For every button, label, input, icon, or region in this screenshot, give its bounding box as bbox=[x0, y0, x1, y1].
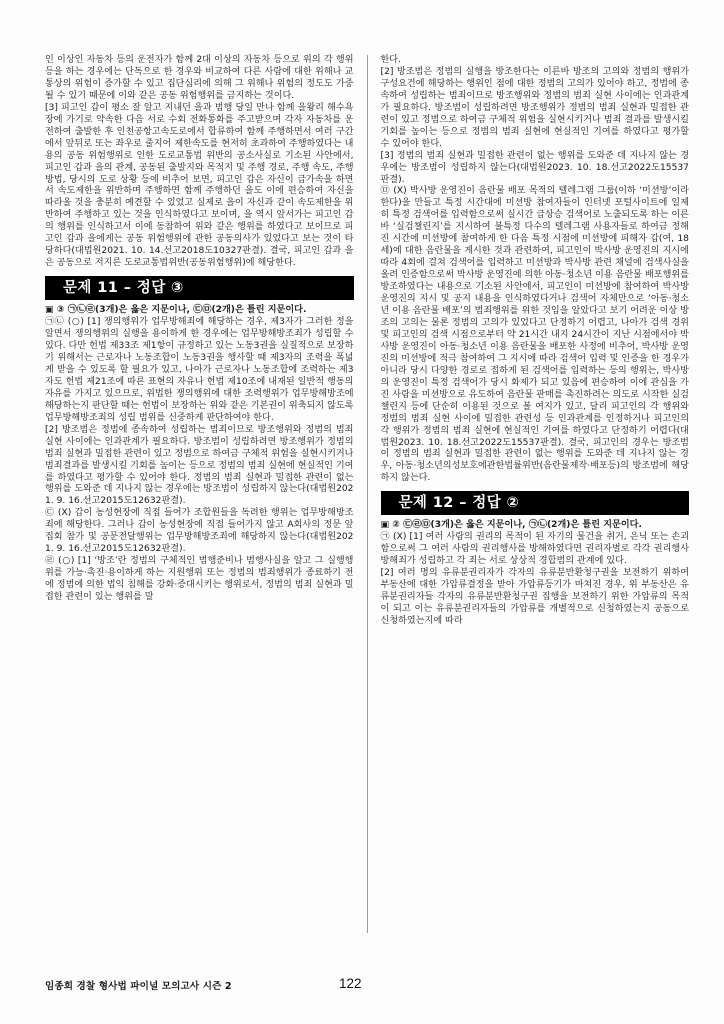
left-column bbox=[45, 55, 363, 945]
paragraph-block: [3] 정범의 범죄 실현과 밀접한 관련이 없는 행위를 도와준 데 지나지 않는 경우에는 방조범이 성립하지 않는다(대법원2023. 10. 18.선고2022도15537판결). bbox=[380, 150, 689, 185]
paragraph-block: 한다. bbox=[380, 55, 402, 65]
answer-summary-line: ▣ ③ ㉠㉡㉣(3개)은 옳은 지문이나, ㉢㉤(2개)은 틀린 지문이다. bbox=[45, 305, 307, 316]
footer-page-number: 122 bbox=[339, 976, 362, 991]
two-column-layout bbox=[45, 55, 689, 945]
paragraph-block: 인 이상인 자동차 등의 운전자가 함께 2대 이상의 자동차 등으로 위의 각 행위 등을 하는 경우에는 단독으로 한 경우와 비교하여 다른 사람에 대한 위해나 교통상의 위험이 증가할 수 있고 집단심리에 의해 그 위해나 위험의 정도도 가중될 수 있기 때문에 이와 같은 공동 위험행위를 금지하는 것이다. bbox=[45, 55, 354, 101]
paragraph-block: ㉠ (X) [1] 여러 사람의 권리의 목적이 된 자기의 물건을 취거, 은닉 또는 손괴함으로써 그 여러 사람의 권리행사를 방해하였다면 권리자별로 각각 권리행사방해죄가 성립하고 각 죄는 서로 상상적 경합범의 관계에 있다. bbox=[380, 532, 689, 567]
column-divider-rule bbox=[367, 55, 368, 933]
section-header-problem-11: 문제 11 – 정답 ③ bbox=[45, 276, 354, 300]
paragraph-block: ㉤ (X) 박사방 운영진이 음란물 배포 목적의 텔레그램 그룹(이하 ‘미션방’이라 한다)을 만들고 특정 시간대에 미션방 참여자들이 인터넷 포털사이트에 일제히 특정 검색어를 입력함으로써 실시간 급상승 검색어로 노출되도록 하는 이른바 ‘실검챌린지’를 지시하여 불특정 다수의 텔레그램 사용자들로 하여금 정해진 시간에 미션방에 참여하게 한 다음 특정 시점에 미션방에 피해자 갑(여, 18세)에 대한 음란물을 게시한 것과 관련하여, 피고인이 박사방 운영진의 지시에 따라 4회에 걸쳐 검색어를 입력하고 미션방과 박사방 관련 채널에 검색사실을 올려 인증함으로써 박사방 운영진에 의한 아동·청소년 이용 음란물 배포행위를 방조하였다는 내용으로 기소된 사안에서, 피고인이 미션방에 참여하여 박사방 운영진의 지시 및 공지 내용을 인식하였다거나 검색어 자체만으로 ‘아동·청소년 이용 음란물 배포’의 범죄행위를 위한 것임을 알았다고 보기 어려운 이상 방조의 고의는 물론 정범의 고의가 있었다고 단정하기 어렵고, 나아가 검색 경위 및 피고인의 검색 시점으로부터 약 21시간 내지 24시간이 지난 시점에서야 박사방 운영진이 아동·청소년 이용 음란물을 배포한 사정에 비추어, 박사방 운영진의 미션방에 적극 참여하여 그 지시에 따라 검색어 입력 및 인증을 한 경우가 아니라 당시 다양한 경로로 접하게 된 검색어를 입력하는 등의 행위는, 박사방의 운영진이 특정 검색어가 당시 화제가 되고 있음에 편승하여 이에 관심을 가진 사람을 미션방으로 유도하여 음란물 판매를 촉진하려는 의도로 시작한 실검챌린지 등에 단순히 이용된 것으로 볼 여지가 있고, 달리 피고인의 각 행위와 정범의 범죄 실현 사이에 밀접한 관련성 등 인과관계를 인정하거나 피고인의 각 행위가 정범의 범죄 실현에 현실적인 기여를 하였다고 단정하기 어렵다(대법원2023. 10. 18.선고2022도15537판결). 결국, 피고인의 경우는 방조범이 정범의 범죄 실현과 밀접한 관련이 없는 행위를 도와준 데 지나지 않는 경우, 아동·청소년의성보호에관한법률위반(음란물제작·배포등)의 방조범에 해당하지 않는다. bbox=[380, 186, 689, 484]
paragraph-block: [2] 여러 명의 유류분권리자가 각자의 유류분반환청구권을 보전하기 위하여 부동산에 대한 가압류결정을 받아 가압류등기가 마쳐진 경우, 위 부동산은 유류분권리자들 각자의 유류분반환청구권 집행을 보전하기 위한 가압류의 목적이 되고 이는 유류분권리자들의 가압류를 개별적으로 신청하였는지 공동으로 신청하였는지에 따라 bbox=[380, 568, 689, 626]
paragraph-block: ㉢ (X) 갑이 농성현장에 직접 들어가 조합원들을 독려한 행위는 업무방해방조죄에 해당한다. 그러나 갑이 농성현장에 직접 들어가지 않고 A회사의 정문 앞 집회 참가 및 공문전달행위는 업무방해방조죄에 해당하지 않는다(대법원2021. 9. 16.선고2015도12632판결). bbox=[45, 508, 354, 555]
answer-summary-line: ▣ ② ㉢㉣㉤(3개)은 옳은 지문이나, ㉠㉡(2개)은 틀린 지문이다. bbox=[380, 520, 642, 531]
page-footer bbox=[45, 978, 689, 996]
footer-book-title: 임종희 경찰 형사법 파이널 모의고사 시즌 2 bbox=[45, 981, 232, 992]
paragraph-block: [3] 피고인 갑이 평소 잘 알고 지내던 을과 범행 당일 만나 함께 을왕리 해수욕장에 가기로 약속한 다음 서로 수회 전화통화를 주고받으며 각자 자동차를 운전하여 출발한 후 인천공항고속도로에서 합류하여 함께 주행하면서 여러 구간에서 앞뒤로 또는 좌우로 줄지어 제한속도를 현저히 초과하여 주행하였다는 내용의 공동 위험행위로 인한 도로교통법 위반의 공소사실로 기소된 사안에서, 피고인 갑과 을의 관계, 공동된 출발지와 목적지 및 주행 경로, 주행 속도, 주행 방법, 당시의 도로 상황 등에 비추어 보면, 피고인 갑은 자신이 급가속을 하면서 속도제한을 위반하며 주행하면 함께 주행하던 을도 이에 편승하여 자신을 따라올 것을 충분히 예견할 수 있었고 실제로 을이 자신과 같이 속도제한을 위반하여 주행하고 있는 것을 인식하였다고 보이며, 을 역시 앞서가는 피고인 갑의 행위를 인식하고서 이에 동참하여 위와 같은 행위를 하였다고 보이므로 피고인 갑과 을에게는 공동 위험행위에 관한 공동의사가 있었다고 보는 것이 타당하다(대법원2021. 10. 14.선고2018도10327판결). 결국, 피고인 갑과 을은 공동으로 저지른 도로교통법위반(공동위험행위)에 해당한다. bbox=[45, 102, 354, 269]
paragraph-block: [2] 방조범은 정범의 실행을 방조한다는 이른바 방조의 고의와 정범의 행위가 구성요건에 해당하는 행위인 점에 대한 정범의 고의가 있어야 하고, 정범에 종속하여 성립하는 범죄이므로 방조행위와 정범의 범죄 실현 사이에는 인과관계가 필요하다. 방조범이 성립하려면 방조행위가 정범의 범죄 실현과 밀접한 관련이 있고 정범으로 하여금 구체적 위험을 실현시키거나 범죄 결과를 발생시킬 기회를 높이는 등으로 정범의 범죄 실현에 현실적인 기여를 하였다고 평가할 수 있어야 한다. bbox=[380, 66, 689, 149]
paragraph-block: ㉠㉡ (○) [1] 쟁의행위가 업무방해죄에 해당하는 경우, 제3자가 그러한 정을 알면서 쟁의행위의 실행을 용이하게 한 경우에는 업무방해방조죄가 성립할 수 있다. 다만 헌법 제33조 제1항이 규정하고 있는 노동3권을 실질적으로 보장하기 위해서는 근로자나 노동조합이 노동3권을 행사할 때 제3자의 조력을 폭넓게 받을 수 있도록 할 필요가 있고, 나아가 근로자나 노동조합에 조력하는 제3자도 헌법 제21조에 따른 표현의 자유나 헌법 제10조에 내재된 일반적 행동의 자유를 가지고 있으므로, 위법한 쟁의행위에 대한 조력행위가 업무방해방조에 해당하는지 판단할 때는 헌법이 보장하는 위와 같은 기본권이 위축되지 않도록 업무방해방조죄의 성립 범위를 신중하게 판단하여야 한다. bbox=[45, 317, 354, 423]
right-column bbox=[372, 55, 690, 945]
section-header-problem-12: 문제 12 – 정답 ② bbox=[381, 491, 690, 515]
paragraph-block: ㉣ (○) [1] ‘방조’란 정범의 구체적인 범행준비나 범행사실을 알고 그 실행행위를 가능·촉진·용이하게 하는 지원행위 또는 정범의 범죄행위가 종료하기 전에 정범에 의한 법익 침해를 강화·증대시키는 행위로서, 정범의 범죄 실현과 밀접한 관련이 있는 행위를 말 bbox=[45, 556, 354, 603]
page-content-area bbox=[45, 55, 689, 945]
paragraph-block: [2] 방조범은 정범에 종속하여 성립하는 범죄이므로 방조행위와 정범의 범죄 실현 사이에는 인과관계가 필요하다. 방조범이 성립하려면 방조행위가 정범의 범죄 실현과 밀접한 관련이 있고 정범으로 하여금 구체적 위험을 실현시키거나 범죄결과를 발생시킬 기회를 높이는 등으로 정범의 범죄 실현에 현실적인 기여를 하였다고 평가할 수 있어야 한다. 정범의 범죄 실현과 밀접한 관련이 없는 행위를 도와준 데 지나지 않는 경우에는 방조범이 성립하지 않는다(대법원2021. 9. 16.선고2015도12632판결). bbox=[45, 424, 354, 507]
